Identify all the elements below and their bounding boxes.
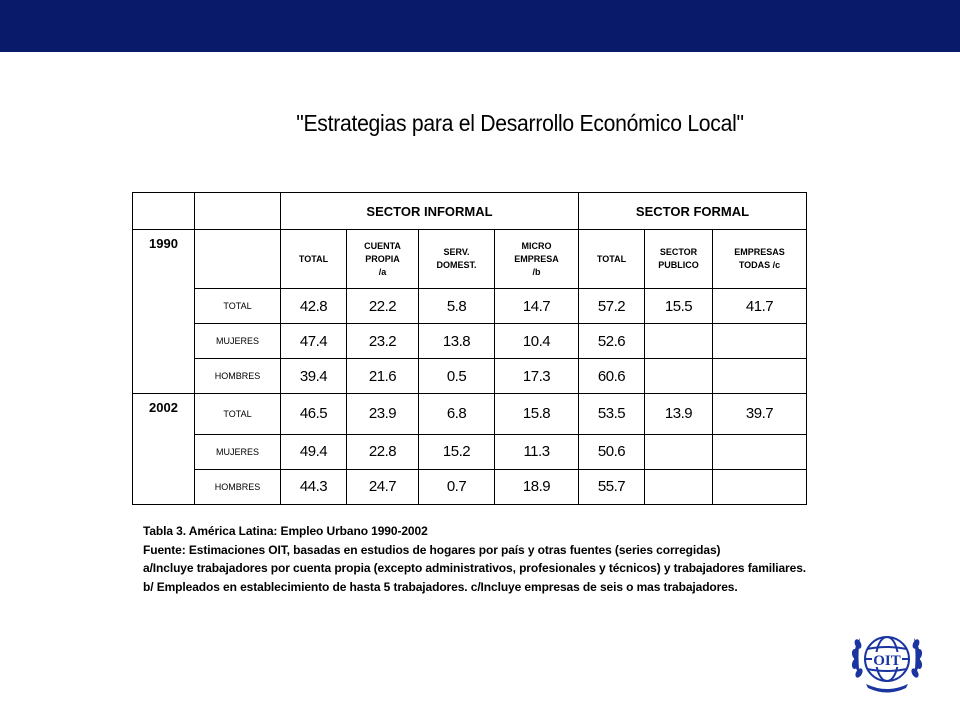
- footnote-a: a/Incluye trabajadores por cuenta propia (excepto administrativos, profesionales y técnicos) y trabajadores familiares.: [143, 561, 806, 575]
- group-header-informal: SECTOR INFORMAL: [281, 193, 579, 230]
- footnote-b-c: b/ Empleados en establecimiento de hasta 5 trabajadores. c/Incluye empresas de seis o mas trabajadores.: [143, 579, 738, 594]
- value-cell: 0.7: [419, 469, 495, 504]
- value-cell: 41.7: [713, 289, 807, 324]
- value-cell: 18.9: [495, 469, 579, 504]
- value-cell: [713, 469, 807, 504]
- year-continuation: [133, 324, 195, 359]
- year-label: 2002: [133, 394, 195, 435]
- year-continuation: [133, 434, 195, 469]
- year-continuation: [133, 359, 195, 394]
- value-cell: 17.3: [495, 359, 579, 394]
- value-cell: 23.9: [347, 394, 419, 435]
- ilo-logo: [848, 620, 926, 698]
- corner-cell: [195, 193, 281, 230]
- value-cell: 22.8: [347, 434, 419, 469]
- value-cell: 49.4: [281, 434, 347, 469]
- row-label: MUJERES: [195, 434, 281, 469]
- value-cell: 11.3: [495, 434, 579, 469]
- value-cell: 53.5: [579, 394, 645, 435]
- value-cell: 5.8: [419, 289, 495, 324]
- value-cell: 14.7: [495, 289, 579, 324]
- corner-cell: [133, 193, 195, 230]
- value-cell: [713, 434, 807, 469]
- year-continuation: [133, 289, 195, 324]
- value-cell: 60.6: [579, 359, 645, 394]
- ilo-logo-icon: [848, 620, 926, 698]
- value-cell: [645, 359, 713, 394]
- value-cell: [645, 324, 713, 359]
- svg-text:OIT: OIT: [873, 653, 901, 669]
- value-cell: 46.5: [281, 394, 347, 435]
- employment-table: [132, 192, 807, 505]
- value-cell: 57.2: [579, 289, 645, 324]
- col-header: EMPRESAS TODAS /c: [713, 230, 807, 289]
- value-cell: [645, 434, 713, 469]
- year-label: 1990: [133, 230, 195, 289]
- col-header: SERV. DOMEST.: [419, 230, 495, 289]
- value-cell: 50.6: [579, 434, 645, 469]
- value-cell: 10.4: [495, 324, 579, 359]
- row-label: HOMBRES: [195, 359, 281, 394]
- value-cell: 44.3: [281, 469, 347, 504]
- value-cell: 42.8: [281, 289, 347, 324]
- value-cell: 39.4: [281, 359, 347, 394]
- value-cell: [645, 469, 713, 504]
- year-continuation: [133, 469, 195, 504]
- row-label: HOMBRES: [195, 469, 281, 504]
- col-header: TOTAL: [281, 230, 347, 289]
- group-header-formal: SECTOR FORMAL: [579, 193, 807, 230]
- col-header: MICRO EMPRESA /b: [495, 230, 579, 289]
- value-cell: [713, 324, 807, 359]
- value-cell: 52.6: [579, 324, 645, 359]
- blank-cell: [195, 230, 281, 289]
- row-label: MUJERES: [195, 324, 281, 359]
- col-header: TOTAL: [579, 230, 645, 289]
- value-cell: 47.4: [281, 324, 347, 359]
- table-caption: Tabla 3. América Latina: Empleo Urbano 1990-2002: [143, 524, 428, 538]
- col-header: SECTOR PUBLICO: [645, 230, 713, 289]
- value-cell: 39.7: [713, 394, 807, 435]
- value-cell: 15.5: [645, 289, 713, 324]
- value-cell: 21.6: [347, 359, 419, 394]
- row-label: TOTAL: [195, 394, 281, 435]
- page-title: "Estrategias para el Desarrollo Económico Local": [296, 110, 744, 136]
- value-cell: 22.2: [347, 289, 419, 324]
- value-cell: 6.8: [419, 394, 495, 435]
- row-label: TOTAL: [195, 289, 281, 324]
- value-cell: 13.8: [419, 324, 495, 359]
- source-note: Fuente: Estimaciones OIT, basadas en estudios de hogares por país y otras fuentes (series corregidas): [143, 542, 721, 557]
- top-banner: [0, 0, 960, 52]
- value-cell: 23.2: [347, 324, 419, 359]
- value-cell: 55.7: [579, 469, 645, 504]
- table-notes: [143, 522, 806, 596]
- value-cell: 24.7: [347, 469, 419, 504]
- value-cell: 15.8: [495, 394, 579, 435]
- value-cell: [713, 359, 807, 394]
- col-header: CUENTA PROPIA /a: [347, 230, 419, 289]
- value-cell: 15.2: [419, 434, 495, 469]
- value-cell: 0.5: [419, 359, 495, 394]
- value-cell: 13.9: [645, 394, 713, 435]
